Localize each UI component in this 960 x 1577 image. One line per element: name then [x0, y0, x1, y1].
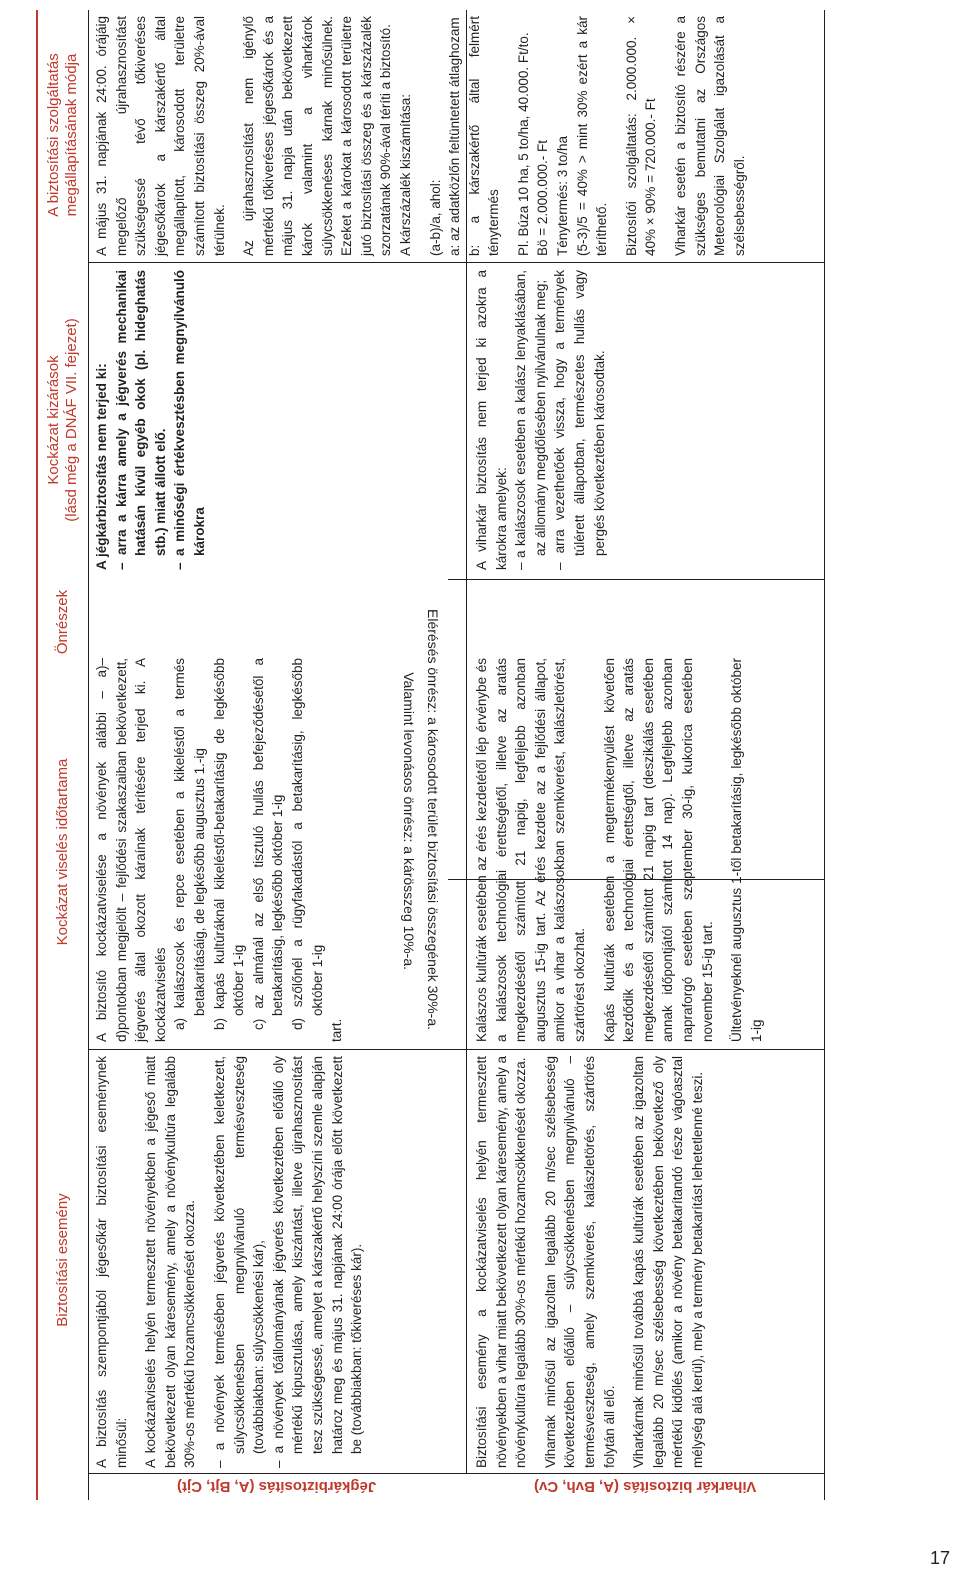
storm-dur-p1: Kalászos kultúrák esetében az érés kezdetétől lép érvénybe és a kalászosok technológiai érettségétől, illetve az aratás megkezdésétől számított 21 napig, legfeljebb azonban augusztus 15-ig tart. Az érés kezdete az a fejlődési állapot, amikor a vihar a kalászosokban szemkiverést, kalászletörést, szártörést okozhat. [474, 658, 587, 1042]
header-service-l1: A biztosítási szolgáltatás [45, 53, 62, 217]
hail-dur-d: d) szőlőnél a rügyfakadástól a betakarításig, legkésőbb október 1-ig [289, 658, 325, 1030]
service-cell [92, 16, 749, 256]
storm-event-p1: Biztosítási esemény a kockázatviselés helyén termesztett növényekben a vihar miatt bekövetkezett olyan káresemény, amely a növénykultúra legalább 30%-os mértékű hozamcsökkenését okozza. [474, 1056, 529, 1468]
table-bottom-rule [824, 10, 825, 1500]
svc-formula-1: (a-b)/a, ahol: [427, 179, 443, 256]
header-deductible [38, 582, 88, 662]
svc-example-5: Biztosítói szolgáltatás: 2.000.000. × 40% × 90% = 720.000.- Ft [623, 16, 659, 256]
header-event-text: Biztosítási esemény [54, 1193, 71, 1327]
hail-dur-p1: A biztosító kockázatviselése a növények alábbi – a)–d)pontokban megjelölt – fejlődési szakaszaiban bekövetkezett, jégverés által okozott káraínak térítésére terjed ki. A kockázatviselés [94, 658, 168, 1042]
hail-excl-dash2: – a minőségi értékvesztésben megnyilvánuló károkra [172, 270, 207, 570]
header-service [38, 10, 88, 260]
storm-excl-p1: A viharkár biztosítás nem terjed ki azokra a károkra amelyek: [474, 270, 509, 570]
svc-formula-3: b: a kárszakértő által felmért ténytermés [466, 16, 502, 256]
svc-p1: A május 31. napjának 24:00. órájáig megelőző újrahasznosítást szükségessé tévő tőkiveréses jégesőkárok a kárszakértő által megállapított, károsodott területre számított biztosítási összeg 20%-ával térülnek. [94, 16, 227, 256]
hail-excl-dash1: – arra a kárra amely a jégverés mechanikai hatásán kívül egyéb okok (pl. hideghatás stb.) miatt állott elő. [113, 270, 168, 570]
storm-event-cell [472, 1056, 708, 1468]
storm-dur-p3: Ültetvényeknél augusztus 1-től betakarításig, legkésőbb október 1-ig [729, 658, 764, 1042]
svc-example-1: Pl. Búza 10 ha, 5 to/ha, 40.000. Ft/to. [515, 32, 531, 256]
hail-duration-cell [92, 658, 347, 1042]
column-rule [88, 262, 825, 263]
deductible-levonasos: Valamint levonásos önrész: a kárösszeg 10%-a. [401, 672, 417, 970]
hail-dur-b: b) kapás kultúráknál kikeléstől-betakarításig de legkésőbb október 1-ig [211, 658, 247, 1030]
page-number: 17 [929, 1548, 950, 1568]
column-rule [88, 1049, 825, 1050]
svc-formula-2: a: az adatközlőn feltüntetett átlaghozam [447, 17, 463, 256]
svc-example-3: Ténytermés: 3 to/ha [555, 135, 571, 256]
hail-excl-p1: A jégkárbiztosítás nem terjed ki: [94, 363, 109, 570]
column-rule [448, 579, 825, 580]
hail-event-cell [92, 1056, 367, 1468]
header-deductible-text: Önrészek [54, 589, 71, 655]
header-exclusions-l1: Kockázat kizárások [45, 355, 62, 485]
svc-p2: Az újrahasznosítást nem igénylő mértékű tőkiveréses jégesőkárok és a május 31. napja után bekövetkezett károk valamint a viharkárok súlycsökkenéses kárnak minősülnek. Ezeket a károkat a károsodott területre jutó biztosítási összeg és a kárszázalék szorzatának 90%-ával téríti a biztosító. [241, 16, 394, 256]
storm-dur-p2: Kapás kultúrák esetében a megtermékenyülést követően kezdődik és a technológiai érettségtől, illetve az aratás megkezdésétől számított 21 napig tart (deszikálás esetében annak időpontjától számított 14 nap). Legfeljebb azonban napraforgó esetében szeptember 30-ig, kukorica esetében november 15-ig tart. [601, 658, 715, 1042]
hail-event-p1: A biztosítás szempontjából jégesőkár biztosítási eseménynek minősül: [94, 1056, 129, 1468]
header-rule [88, 10, 89, 1500]
storm-excl-dash1: – a kalászosok esetében a kalász lenyaklásában, az állomány megdőlésében nyilvánulnak meg; [513, 270, 548, 570]
svc-example-4: (5-3)/5 = 40% > mint 30% ezért a kár téríthető. [574, 16, 610, 256]
header-exclusions [38, 270, 88, 570]
hail-dur-tart: tart. [329, 1018, 345, 1042]
storm-event-p3: Viharkárnak minősül továbbá kapás kultúrák esetében az igazoltan legalább 20 m/sec szélsebesség következtében bekövetkező oly mértékű kidőlés (amikor a növény betakarítandó része vágóasztal mélység alá kerül), mely a termény betakarítást lehetetlenné teszi. [631, 1056, 705, 1468]
svc-example-2: Bö = 2.000.000.- Ft [535, 140, 551, 256]
header-service-l2: megállapításának módja [63, 53, 80, 217]
deductible-elerese: Elérésés önrész: a károsodott terület biztosítási összegének 30%-a. [425, 609, 441, 1030]
storm-excl-dash2: – arra vezethetőek vissza, hogy a termények túlérett állapotban, természetes hullás vagy pergés következtében károsodtak. [552, 270, 607, 570]
storm-exclusions-cell [472, 270, 609, 570]
header-exclusions-l2: (lásd még a DNÁF VII. fejezet) [63, 318, 80, 522]
hail-event-dash1: – a növények termésében jégverés következtében keletkezett, súlycsökkenésben megnyilvánuló termésveszteség (továbbiakban: súlycsökkenési kár), [211, 1056, 267, 1468]
section-storm-label: Viharkár biztosítás (A, Bvh, Cv) [533, 1478, 757, 1496]
storm-event-p2: Viharnak minősül az igazoltan legalább 20 m/sec szélsebesség következtében előálló – súlycsökkenésben megnyilvánuló – termésveszteség, amely szemkiverés, kalászletörés, szártörés folytán áll elő. [542, 1056, 617, 1468]
header-event [38, 1050, 88, 1470]
section-hail-label: Jégkárbiztosítás (A, Bjt, Cjt) [177, 1478, 377, 1496]
hail-exclusions-cell [92, 270, 210, 570]
header-duration [38, 662, 88, 1042]
storm-duration-cell [472, 658, 766, 1042]
svc-p3: A kárszázalék kiszámítása: [397, 93, 413, 256]
hail-event-dash2: – a növények tőállományának jégverés következtében előálló oly mértékű kipusztulása, amely kiszántást, illetve újrahasznosítást tesz szükségessé, amelyet a kárszakértő helyszíni szemle alapján határoz meg és május 31. napjának 24:00 órája előtt következett be (továbbiakban: tőkiveréses kár). [270, 1056, 365, 1468]
section-storm [466, 1474, 824, 1500]
header-duration-text: Kockázat viselés időtartama [54, 758, 71, 946]
hail-dur-c: c) az almánál az első tisztuló hullás befejeződésétől a betakarításig, legkésőbb október 1-ig [250, 658, 286, 1030]
hail-event-p2: A kockázatviselés helyén termesztett növényekben a jégeső miatt bekövetkezett olyan káresemény, amely a növénykultúra legalább 30%-os mértékű hozamcsökkenését okozza. [143, 1056, 198, 1468]
svc-p4: Viharkár esetén a biztosító részére a szükséges bemutatni az Országos Meteorológiai Szolgálat igazolását a szélsebességről. [673, 16, 747, 256]
section-hail [88, 1474, 466, 1500]
coverage-table [36, 10, 825, 1500]
hail-dur-a: a) kalászosok és repce esetében a kikeléstől a termés betakarításáig, de legkésőbb augusztus 1.-ig [172, 658, 207, 1030]
